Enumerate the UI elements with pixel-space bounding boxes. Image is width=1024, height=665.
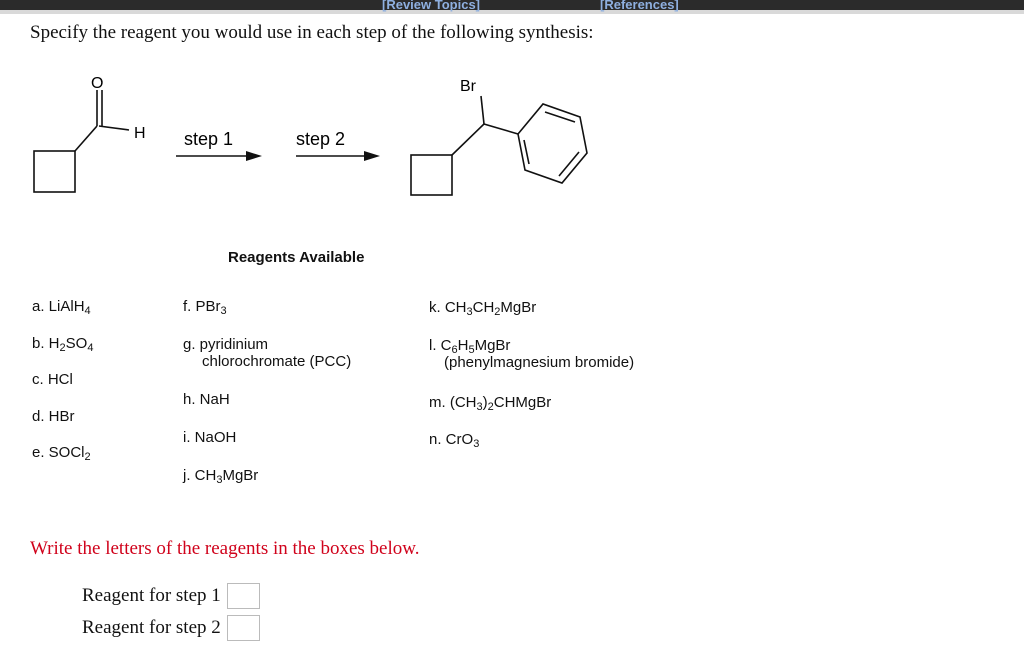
product-structure bbox=[411, 96, 587, 195]
step1-answer-input[interactable] bbox=[227, 583, 260, 609]
reagents-title: Reagents Available bbox=[228, 249, 365, 266]
step1-answer-row bbox=[82, 583, 260, 609]
review-topics-link[interactable]: [Review Topics] bbox=[382, 0, 481, 12]
reagent-e: e. SOCl$_2$ bbox=[32, 444, 91, 463]
reagent-l-line1: l. $C_6H_5MgBr$ bbox=[429, 337, 511, 356]
instruction-text: Write the letters of the reagents in the boxes below. bbox=[30, 538, 420, 559]
reagent-a: a. LiAlH$_4$ bbox=[32, 298, 91, 317]
step1-arrow bbox=[246, 151, 262, 161]
step1-label: step 1 bbox=[184, 129, 234, 149]
aldehyde-oxygen-label: O bbox=[91, 75, 104, 92]
reagent-g bbox=[183, 336, 351, 370]
product-bromine-label: Br bbox=[460, 78, 476, 95]
reagent-l bbox=[429, 337, 634, 371]
starting-material bbox=[34, 90, 129, 192]
step2-arrow bbox=[364, 151, 380, 161]
step2-answer-row bbox=[82, 615, 260, 641]
top-bar bbox=[0, 0, 1024, 14]
reagent-i: i. NaOH bbox=[183, 429, 237, 446]
references-link[interactable]: [References] bbox=[600, 0, 679, 12]
reagent-m: m. $(CH_3)_2CHMgBr$ bbox=[429, 394, 552, 413]
step2-label: step 2 bbox=[296, 129, 346, 149]
reagent-l-line2: (phenylmagnesium bromide) bbox=[444, 354, 635, 371]
reagent-h: h. NaH bbox=[183, 391, 230, 408]
reagent-f: f. PBr$_3$ bbox=[183, 298, 227, 317]
question-text: Specify the reagent you would use in each step of the following synthesis: bbox=[30, 22, 594, 43]
reagent-g-line2: chlorochromate (PCC) bbox=[202, 353, 352, 370]
reagent-c: c. HCl bbox=[32, 371, 73, 388]
aldehyde-hydrogen-label: H bbox=[134, 125, 146, 142]
step1-answer-label: Reagent for step 1 bbox=[82, 585, 221, 606]
reagent-k: k. $CH_3CH_2MgBr$ bbox=[429, 299, 537, 318]
reagent-b: b. $H_2SO_4$ bbox=[32, 335, 94, 354]
reagent-j: j. $CH_3MgBr$ bbox=[183, 467, 259, 486]
reagent-g-line1: g. pyridinium bbox=[183, 336, 269, 353]
reagent-d: d. HBr bbox=[32, 408, 75, 425]
step2-answer-label: Reagent for step 2 bbox=[82, 617, 221, 638]
reaction-scheme bbox=[0, 60, 620, 210]
reagent-n: n. CrO$_3$ bbox=[429, 431, 480, 450]
step2-answer-input[interactable] bbox=[227, 615, 260, 641]
